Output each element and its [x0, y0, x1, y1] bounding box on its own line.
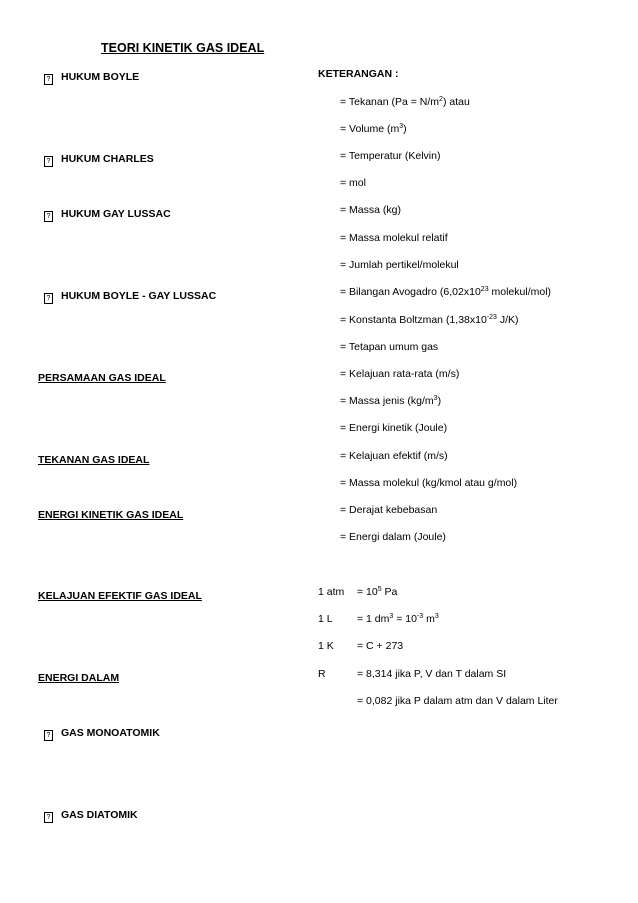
bullet-icon: ?: [44, 156, 53, 167]
superscript: 5: [377, 586, 382, 593]
keterangan-derajat-kebebasan: = Derajat kebebasan: [340, 504, 438, 516]
superscript: 3: [399, 123, 404, 130]
keterangan-tekanan: [340, 96, 470, 108]
text: m: [423, 613, 435, 625]
keterangan-jumlah-partikel: = Jumlah pertikel/molekul: [340, 259, 459, 271]
text: = 10: [393, 613, 417, 625]
hukum-charles-heading: [44, 153, 154, 167]
keterangan-massa-jenis: [340, 395, 441, 407]
keterangan-massa: = Massa (kg): [340, 204, 401, 216]
superscript: -23: [486, 314, 497, 321]
energi-dalam-heading: ENERGI DALAM: [38, 672, 120, 684]
konversi-atm-value: [357, 586, 397, 598]
hukum-boyle-gay-lussac-heading: [44, 290, 216, 304]
hukum-boyle-gay-lussac-label: HUKUM BOYLE - GAY LUSSAC: [61, 290, 217, 302]
text: = Massa jenis (kg/m: [340, 395, 434, 407]
tekanan-gas-ideal-heading: TEKANAN GAS IDEAL: [38, 454, 150, 466]
keterangan-volume: [340, 123, 407, 135]
text: J/K): [496, 314, 519, 326]
text: molekul/mol): [488, 286, 552, 298]
keterangan-kelajuan-rata: = Kelajuan rata-rata (m/s): [340, 368, 460, 380]
keterangan-temperatur: = Temperatur (Kelvin): [340, 150, 441, 162]
hukum-boyle-label: HUKUM BOYLE: [61, 71, 140, 83]
konversi-liter-label: 1 L: [318, 613, 333, 625]
gas-monoatomik-label: GAS MONOATOMIK: [61, 727, 160, 739]
konversi-liter-value: [357, 613, 439, 625]
keterangan-kelajuan-efektif: = Kelajuan efektif (m/s): [340, 450, 448, 462]
hukum-boyle-heading: [44, 71, 139, 85]
konversi-r-atm-value: = 0,082 jika P dalam atm dan V dalam Liter: [357, 695, 558, 707]
superscript: 3: [433, 395, 438, 402]
superscript: 3: [434, 613, 439, 620]
konversi-r-si-value: = 8,314 jika P, V dan T dalam SI: [357, 668, 507, 680]
text: ): [437, 395, 442, 407]
konversi-kelvin-label: 1 K: [318, 640, 334, 652]
gas-monoatomik-heading: [44, 727, 160, 741]
gas-diatomik-heading: [44, 809, 138, 823]
konversi-r-label: R: [318, 668, 326, 680]
text: = Volume (m: [340, 123, 400, 135]
text: Pa: [381, 586, 398, 598]
keterangan-boltzman: [340, 314, 519, 326]
hukum-charles-label: HUKUM CHARLES: [61, 153, 154, 165]
keterangan-massa-molekul-relatif: = Massa molekul relatif: [340, 232, 448, 244]
keterangan-massa-molekul: = Massa molekul (kg/kmol atau g/mol): [340, 477, 518, 489]
persamaan-gas-ideal-heading: PERSAMAAN GAS IDEAL: [38, 372, 166, 384]
text: = Konstanta Boltzman (1,38x10: [340, 314, 487, 326]
page-title: TEORI KINETIK GAS IDEAL: [101, 41, 265, 55]
bullet-icon: ?: [44, 730, 53, 741]
bullet-icon: ?: [44, 812, 53, 823]
bullet-icon: ?: [44, 211, 53, 222]
text: = 10: [357, 586, 378, 598]
superscript: -3: [416, 613, 424, 620]
text: = Tekanan (Pa = N/m: [340, 96, 440, 108]
konversi-kelvin-value: = C + 273: [357, 640, 404, 652]
text: ) atau: [442, 96, 470, 108]
text: = 1 dm: [357, 613, 390, 625]
superscript: 2: [439, 96, 443, 103]
hukum-gay-lussac-label: HUKUM GAY LUSSAC: [61, 208, 171, 220]
keterangan-energi-dalam: = Energi dalam (Joule): [340, 531, 446, 543]
keterangan-mol: = mol: [340, 177, 366, 189]
gas-diatomik-label: GAS DIATOMIK: [61, 809, 138, 821]
keterangan-heading: KETERANGAN :: [318, 68, 399, 80]
keterangan-tetapan-umum: = Tetapan umum gas: [340, 341, 439, 353]
keterangan-energi-kinetik: = Energi kinetik (Joule): [340, 422, 448, 434]
text: = Bilangan Avogadro (6,02x10: [340, 286, 481, 298]
kelajuan-efektif-gas-ideal-heading: KELAJUAN EFEKTIF GAS IDEAL: [38, 590, 202, 602]
konversi-atm-label: 1 atm: [318, 586, 345, 598]
keterangan-avogadro: [340, 286, 551, 298]
text: ): [403, 123, 407, 135]
energi-kinetik-gas-ideal-heading: ENERGI KINETIK GAS IDEAL: [38, 509, 184, 521]
superscript: 23: [480, 286, 489, 293]
superscript: 3: [389, 613, 394, 620]
bullet-icon: ?: [44, 74, 53, 85]
hukum-gay-lussac-heading: [44, 208, 171, 222]
bullet-icon: ?: [44, 293, 53, 304]
